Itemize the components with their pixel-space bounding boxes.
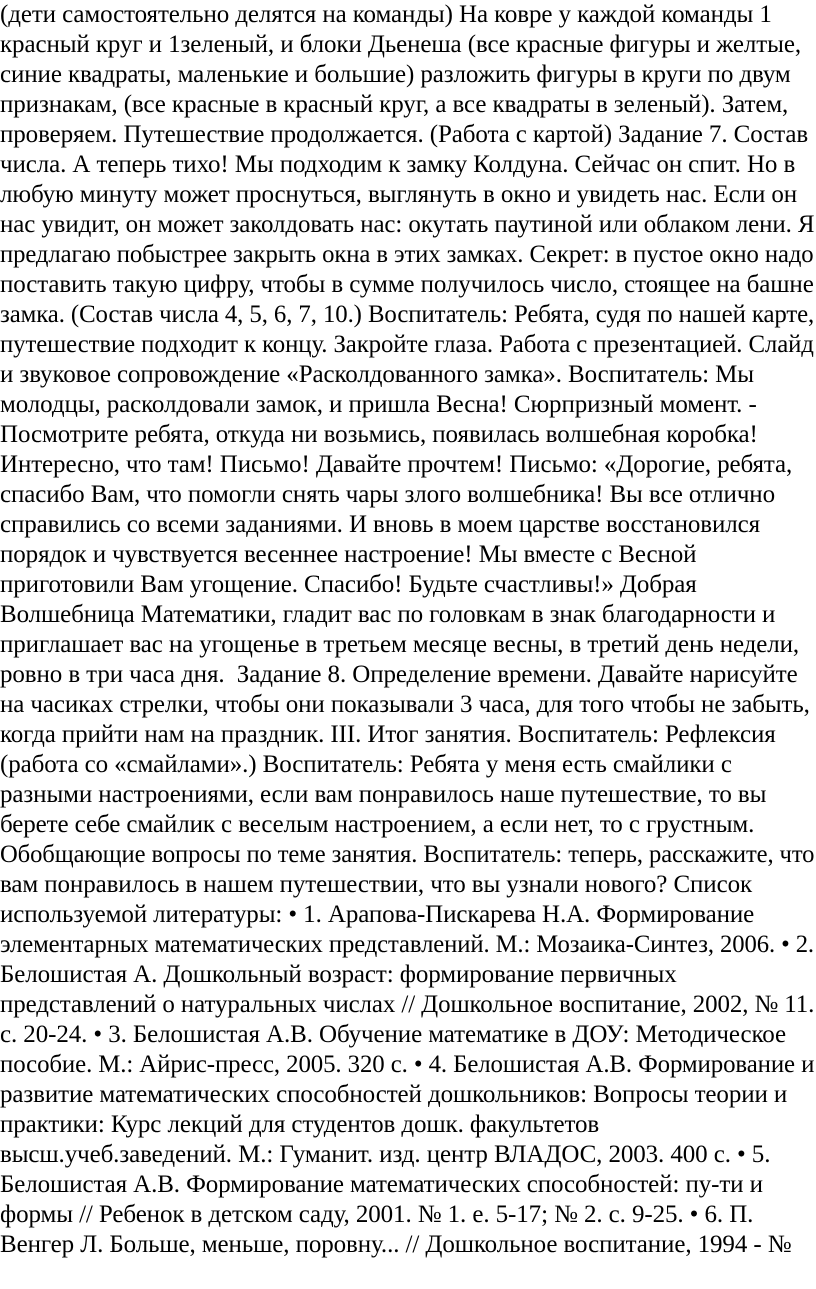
text-line: Белошистая А.В. Формирование математических способностей: пу-ти и [0, 1171, 763, 1198]
text-line: представлений о натуральных числах // Дошкольное воспитание, 2002, № 11. [0, 991, 815, 1018]
text-line: формы // Ребенок в детском саду, 2001. № 1. е. 5-17; № 2. с. 9-25. • 6. П. [0, 1201, 754, 1228]
text-line: развитие математических способностей дошкольников: Вопросы теории и [0, 1081, 788, 1108]
text-line: нас увидит, он может заколдовать нас: окутать паутиной или облаком лени. Я [0, 211, 815, 238]
text-line: приготовили Вам угощение. Спасибо! Будьте счастливы!» Добрая [0, 571, 697, 598]
text-line: когда прийти нам на праздник. III. Итог занятия. Воспитатель: Рефлексия [0, 721, 776, 748]
text-line: проверяем. Путешествие продолжается. (Работа с картой) Задание 7. Состав [0, 121, 809, 148]
text-line: красный круг и 1зеленый, и блоки Дьенеша (все красные фигуры и желтые, [0, 31, 801, 58]
text-line: Белошистая А. Дошкольный возраст: формирование первичных [0, 961, 677, 988]
text-line: используемой литературы: • 1. Арапова-Пискарева Н.А. Формирование [0, 901, 755, 928]
text-line: признакам, (все красные в красный круг, а все квадраты в зеленый). Затем, [0, 91, 789, 118]
text-line: путешествие подходит к концу. Закройте глаза. Работа с презентацией. Слайд [0, 331, 814, 358]
text-line: Венгер Л. Больше, меньше, поровну... // Дошкольное воспитание, 1994 - № [0, 1231, 792, 1258]
text-line: числа. А теперь тихо! Мы подходим к замку Колдуна. Сейчас он спит. Но в [0, 151, 796, 178]
text-line: приглашает вас на угощенье в третьем месяце весны, в третий день недели, [0, 631, 800, 658]
text-line: замка. (Состав числа 4, 5, 6, 7, 10.) Воспитатель: Ребята, судя по нашей карте, [0, 301, 815, 328]
text-line: пособие. М.: Айрис-пресс, 2005. 320 с. • 4. Белошистая А.В. Формирование и [0, 1051, 815, 1078]
text-line: практики: Курс лекций для студентов дошк. факультетов [0, 1111, 600, 1138]
text-line: берете себе смайлик с веселым настроением, а если нет, то с грустным. [0, 811, 755, 838]
text-line: (работа со «смайлами».) Воспитатель: Ребята у меня есть смайлики с [0, 751, 732, 778]
text-line: с. 20-24. • 3. Белошистая А.В. Обучение математике в ДОУ: Методическое [0, 1021, 786, 1048]
text-line: Посмотрите ребята, откуда ни возьмись, появилась волшебная коробка! [0, 421, 758, 448]
text-line: ровно в три часа дня. Задание 8. Определение времени. Давайте нарисуйте [0, 661, 798, 688]
text-line: поставить такую цифру, чтобы в сумме получилось число, стоящее на башне [0, 271, 814, 298]
text-line: спасибо Вам, что помогли снять чары злого волшебника! Вы все отлично [0, 481, 775, 508]
text-line: синие квадраты, маленькие и большие) разложить фигуры в круги по двум [0, 61, 791, 88]
text-line: любую минуту может проснуться, выглянуть в окно и увидеть нас. Если он [0, 181, 798, 208]
text-line: молодцы, расколдовали замок, и пришла Весна! Сюрпризный момент. - [0, 391, 757, 418]
text-line: справились со всеми заданиями. И вновь в моем царстве восстановился [0, 511, 761, 538]
text-line: вам понравилось в нашем путешествии, что вы узнали нового? Список [0, 871, 753, 898]
text-line: порядок и чувствуется весеннее настроение! Мы вместе с Весной [0, 541, 697, 568]
text-line: (дети самостоятельно делятся на команды) На ковре у каждой команды 1 [0, 1, 772, 28]
text-line: элементарных математических представлений. М.: Мозаика-Синтез, 2006. • 2. [0, 931, 814, 958]
text-line: и звуковое сопровождение «Расколдованного замка». Воспитатель: Мы [0, 361, 754, 388]
text-line: на часиках стрелки, чтобы они показывали 3 часа, для того чтобы не забыть, [0, 691, 810, 718]
text-line: Обобщающие вопросы по теме занятия. Воспитатель: теперь, расскажите, что [0, 841, 815, 868]
text-line: высш.учеб.заведений. М.: Гуманит. изд. центр ВЛАДОС, 2003. 400 с. • 5. [0, 1141, 771, 1168]
text-line: Интересно, что там! Письмо! Давайте прочтем! Письмо: «Дорогие, ребята, [0, 451, 793, 478]
text-line: разными настроениями, если вам понравилось наше путешествие, то вы [0, 781, 767, 808]
text-line: предлагаю побыстрее закрыть окна в этих замках. Секрет: в пустое окно надо [0, 241, 814, 268]
text-line: Волшебница Математики, гладит вас по головкам в знак благодарности и [0, 601, 776, 628]
